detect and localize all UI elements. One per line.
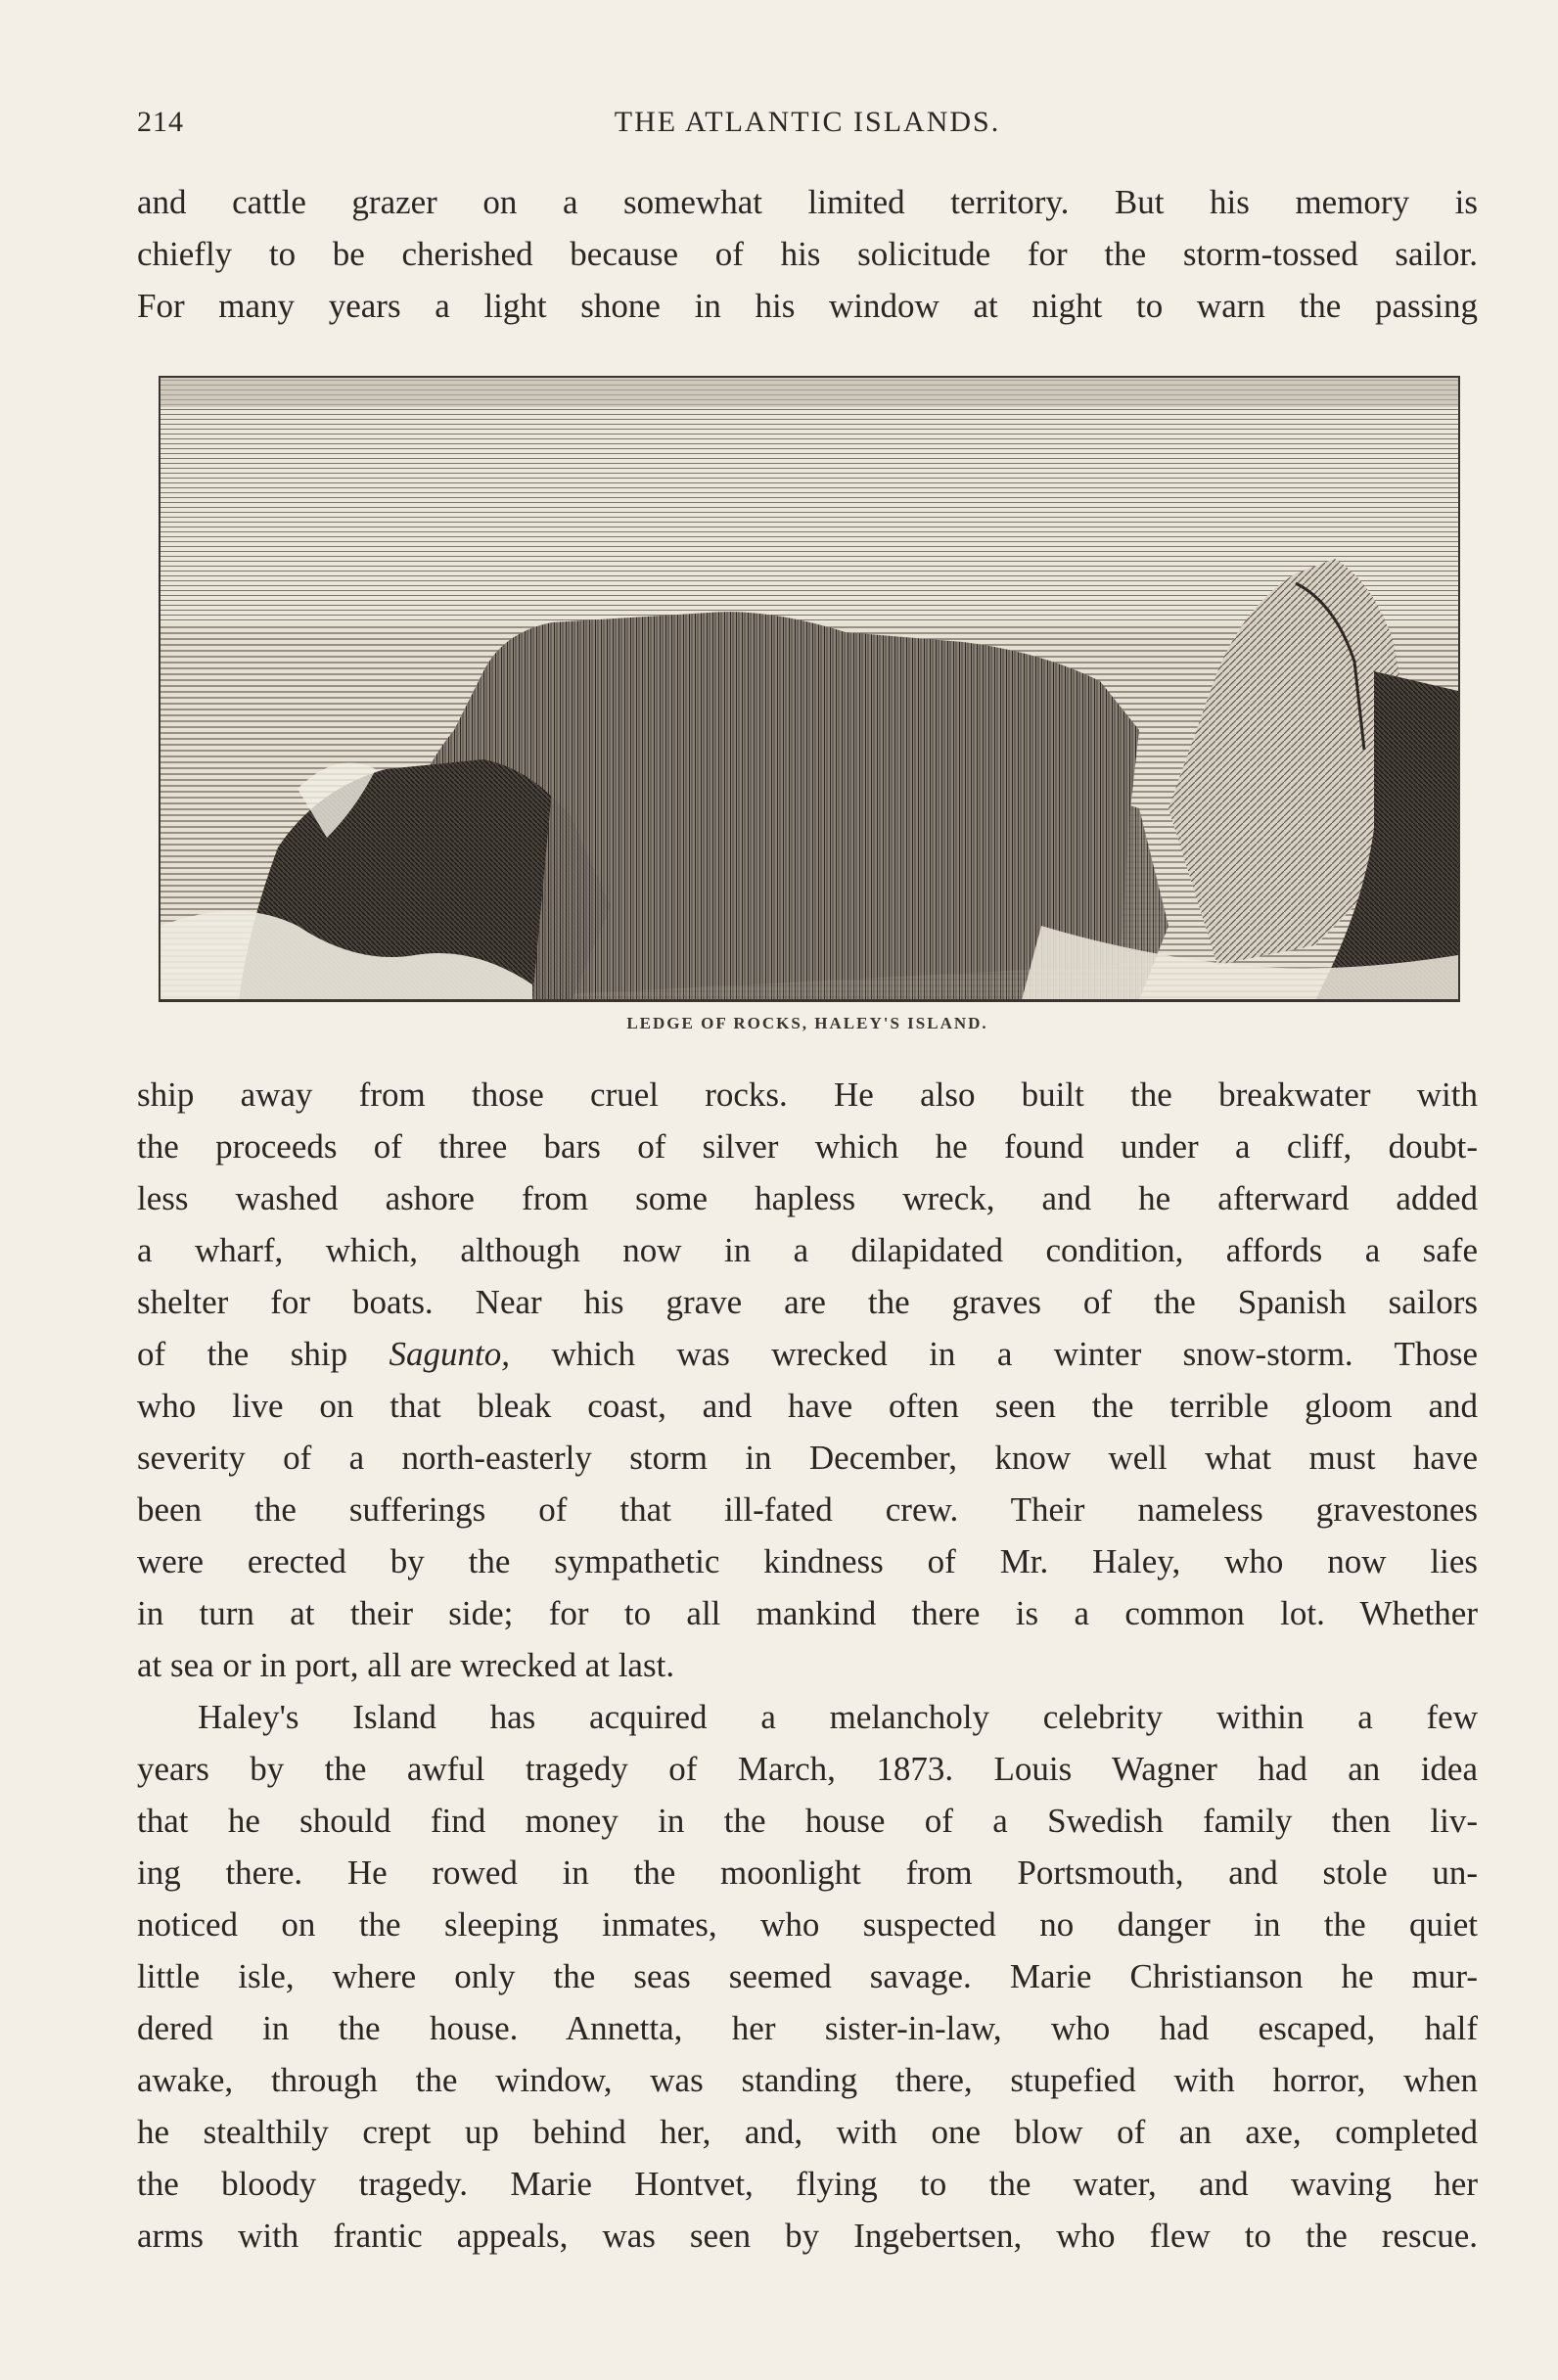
text-line: For many years a light shone in his window at night to warn the passing: [137, 287, 1478, 325]
text-line: a wharf, which, although now in a dilapidated condition, affords a safe: [137, 1231, 1478, 1269]
text-line: less washed ashore from some hapless wreck, and he afterward added: [137, 1179, 1478, 1217]
text-line: severity of a north-easterly storm in December, know well what must have: [137, 1439, 1478, 1477]
text-line: the proceeds of three bars of silver which he found under a cliff, doubt-: [137, 1127, 1478, 1166]
text-line: years by the awful tragedy of March, 1873. Louis Wagner had an idea: [137, 1750, 1478, 1788]
running-title: THE ATLANTIC ISLANDS.: [614, 106, 1001, 138]
paragraph-top: [137, 176, 1478, 332]
text-line: dered in the house. Annetta, her sister-in-law, who had escaped, half: [137, 2009, 1478, 2047]
engraving-illustration: [159, 376, 1460, 1002]
figure-caption: LEDGE OF ROCKS, HALEY'S ISLAND.: [626, 1014, 988, 1032]
text-fragment: which was wrecked in a winter snow-storm. Those: [510, 1335, 1478, 1373]
text-fragment: of the ship: [137, 1335, 390, 1373]
text-line: at sea or in port, all are wrecked at last.: [137, 1646, 675, 1684]
text-line: he stealthily crept up behind her, and, with one blow of an axe, completed: [137, 2113, 1478, 2151]
text-line: shelter for boats. Near his grave are the graves of the Spanish sailors: [137, 1283, 1478, 1321]
text-line: Haley's Island has acquired a melancholy celebrity within a few: [198, 1698, 1478, 1736]
running-head: [137, 106, 1478, 149]
text-line: that he should find money in the house of a Swedish family then liv-: [137, 1802, 1478, 1840]
text-line-ship: [137, 1328, 1478, 1380]
text-line: the bloody tragedy. Marie Hontvet, flying to the water, and waving her: [137, 2165, 1478, 2203]
text-line: arms with frantic appeals, was seen by Ingebertsen, who flew to the rescue.: [137, 2217, 1478, 2255]
text-line: awake, through the window, was standing there, stupefied with horror, when: [137, 2061, 1478, 2099]
text-line: been the sufferings of that ill-fated crew. Their nameless gravestones: [137, 1490, 1478, 1529]
text-line: ship away from those cruel rocks. He also built the breakwater with: [137, 1076, 1478, 1114]
paragraph-bottom: [137, 1069, 1478, 2262]
text-line: and cattle grazer on a somewhat limited territory. But his memory is: [137, 183, 1478, 221]
text-line: ing there. He rowed in the moonlight from Portsmouth, and stole un-: [137, 1854, 1478, 1892]
text-line: were erected by the sympathetic kindness of Mr. Haley, who now lies: [137, 1542, 1478, 1580]
text-line: noticed on the sleeping inmates, who suspected no danger in the quiet: [137, 1905, 1478, 1944]
text-line: in turn at their side; for to all mankind there is a common lot. Whether: [137, 1594, 1478, 1632]
text-line: chiefly to be cherished because of his solicitude for the storm-tossed sailor.: [137, 235, 1478, 273]
text-line: little isle, where only the seas seemed savage. Marie Christianson he mur-: [137, 1957, 1478, 1995]
rocky-ledge-engraving: [160, 378, 1458, 1000]
ship-name: Sagunto,: [389, 1335, 511, 1373]
text-line: who live on that bleak coast, and have often seen the terrible gloom and: [137, 1387, 1478, 1425]
page-number: 214: [137, 106, 184, 138]
